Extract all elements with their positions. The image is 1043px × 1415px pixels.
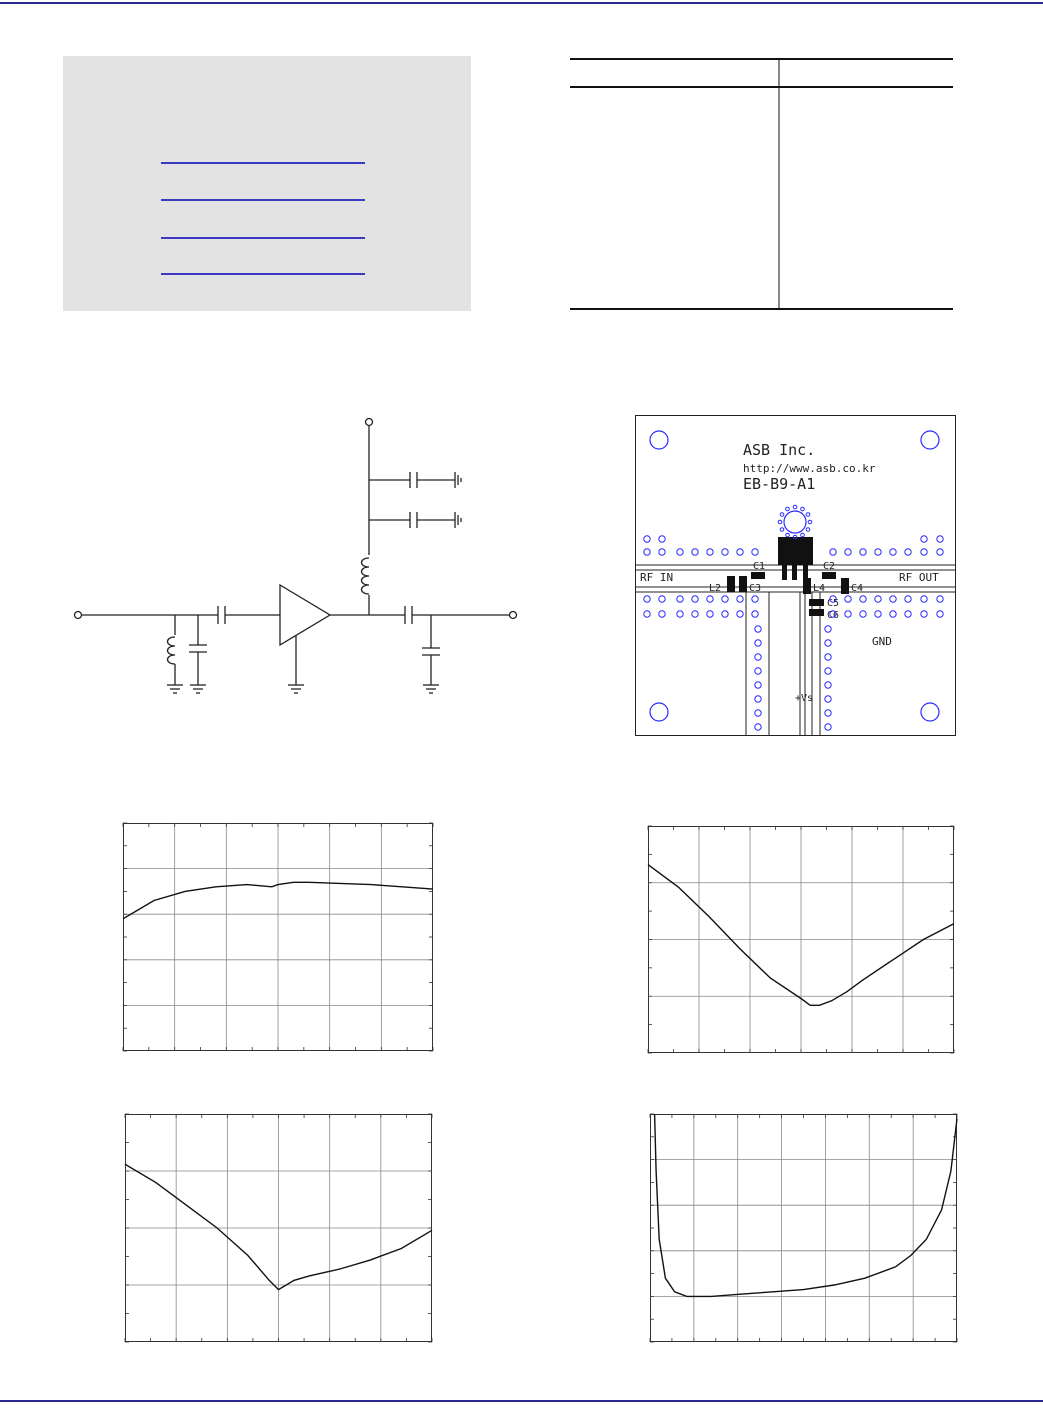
rf-out-terminal — [510, 612, 517, 619]
pcb-label-c6: C6 — [827, 610, 840, 621]
pcb-rf-out: RF OUT — [899, 571, 939, 584]
amplifier-symbol — [280, 585, 330, 645]
pcb-layout — [635, 415, 957, 737]
pcb-label-c4: C4 — [851, 583, 864, 594]
chart-noise-figure — [650, 1114, 957, 1342]
rf-in-terminal — [75, 612, 82, 619]
pcb-url: http://www.asb.co.kr — [743, 462, 876, 475]
pcb-label-l2: L2 — [709, 583, 722, 594]
vcc-terminal — [366, 419, 373, 426]
choke-inductor — [362, 558, 370, 594]
pcb-label-c5: C5 — [827, 598, 840, 609]
pcb-label-c3: C3 — [749, 583, 762, 594]
chart-input-return-loss — [648, 826, 954, 1053]
box-underline-2 — [161, 199, 365, 201]
pcb-label-c2: C2 — [823, 561, 836, 572]
box-underline-1 — [161, 162, 365, 164]
plot-frame — [651, 1115, 957, 1342]
bottom-rule — [0, 1400, 1043, 1402]
circuit-schematic — [60, 410, 530, 700]
chart-gain — [123, 823, 433, 1051]
pcb-gnd: GND — [872, 635, 892, 648]
spec-table — [570, 58, 955, 313]
chart-output-return-loss — [125, 1114, 432, 1342]
box-underline-4 — [161, 273, 365, 275]
summary-box — [63, 56, 471, 311]
pcb-company: ASB Inc. — [743, 441, 816, 459]
pcb-rf-in: RF IN — [640, 571, 674, 584]
top-rule — [0, 2, 1043, 4]
pcb-label-c1: C1 — [753, 561, 766, 572]
box-underline-3 — [161, 237, 365, 239]
pcb-label-l4: L4 — [813, 583, 826, 594]
pcb-part: EB-B9-A1 — [743, 475, 816, 493]
pcb-vs: +Vs — [795, 693, 814, 704]
